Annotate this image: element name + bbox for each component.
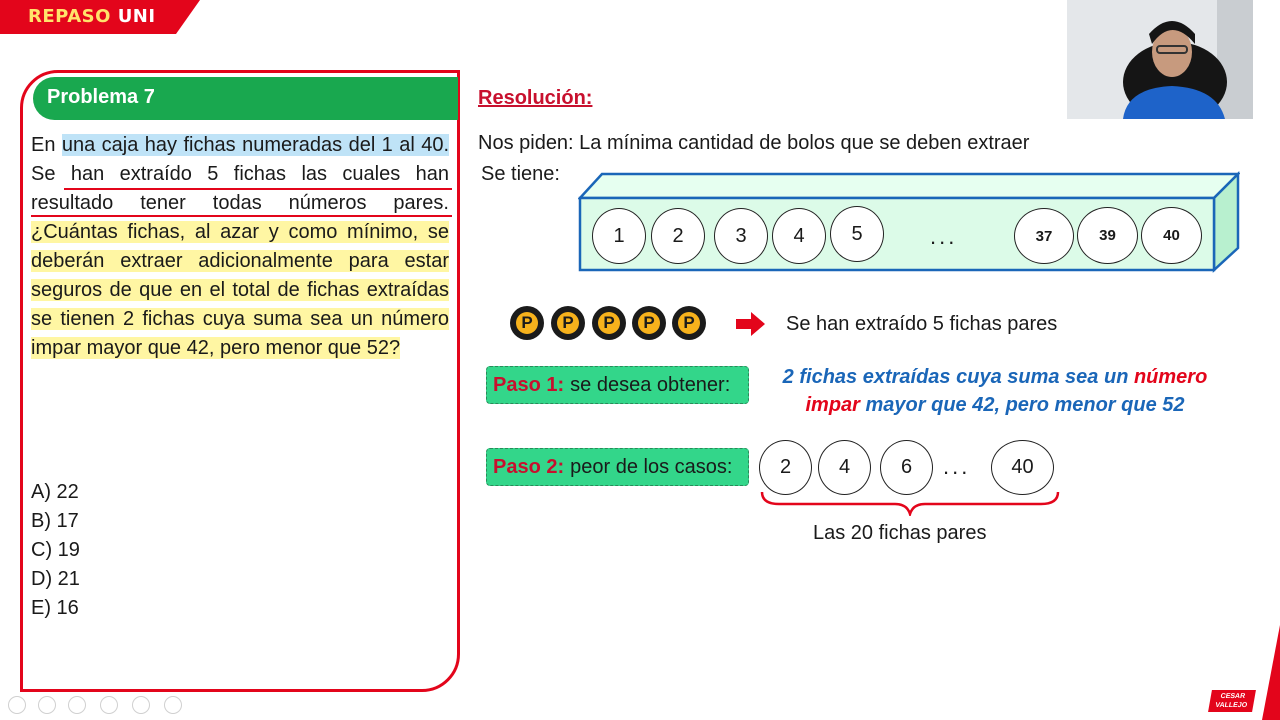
- problem-statement: [31, 131, 449, 363]
- box-ball-5: 5: [830, 206, 884, 262]
- p-coin-icon: [592, 306, 626, 340]
- brace-label: Las 20 fichas pares: [813, 522, 987, 544]
- banner-repaso: REPASO: [28, 6, 111, 27]
- paso-1-label: Paso 1:: [493, 373, 565, 396]
- worst-ball-6: 6: [880, 440, 933, 495]
- problem-title: Problema 7: [47, 86, 155, 108]
- box-ball-39: 39: [1077, 207, 1138, 264]
- p-coin-icon: [672, 306, 706, 340]
- paso-1-text: se desea obtener:: [570, 373, 731, 396]
- p-coin-letter: P: [678, 312, 700, 334]
- paso-2-label: Paso 2:: [493, 455, 565, 478]
- more-icon[interactable]: [164, 696, 182, 714]
- box-ball-2: 2: [651, 208, 705, 264]
- statement-part-1: En: [31, 134, 56, 156]
- option-e: E) 16: [31, 597, 79, 619]
- paso-2-text: peor de los casos:: [570, 455, 733, 478]
- goal-part-2: mayor que 42, pero menor que 52: [865, 394, 1185, 416]
- p-coin-icon: [510, 306, 544, 340]
- box-ball-4: 4: [772, 208, 826, 264]
- box-ball-37: 37: [1014, 208, 1074, 264]
- option-c: C) 19: [31, 539, 80, 561]
- option-b: B) 17: [31, 510, 79, 532]
- brace-icon: [759, 490, 1061, 516]
- box-ball-3: 3: [714, 208, 768, 264]
- worst-ellipsis: ...: [943, 454, 971, 479]
- resolution-title: Resolución:: [478, 87, 593, 109]
- p-coin-letter: P: [516, 312, 538, 334]
- statement-part-2: Se han extraído 5 fichas las cuales han resultado tener todas números pares.: [31, 163, 449, 214]
- banner-uni: UNI: [117, 6, 156, 27]
- presenter-image: [1067, 0, 1253, 119]
- se-tiene-label: Se tiene:: [481, 163, 560, 185]
- nos-piden-text: Nos piden: La mínima cantidad de bolos que se deben extraer: [478, 132, 1030, 154]
- p-coin-letter: P: [638, 312, 660, 334]
- p-coin-letter: P: [557, 312, 579, 334]
- zoom-icon[interactable]: [132, 696, 150, 714]
- worst-ball-4: 4: [818, 440, 871, 495]
- next-icon[interactable]: [38, 696, 56, 714]
- pen-icon[interactable]: [68, 696, 86, 714]
- p-coin-icon: [632, 306, 666, 340]
- corner-accent: [1262, 625, 1280, 720]
- worst-ball-2: 2: [759, 440, 812, 495]
- prev-icon[interactable]: [8, 696, 26, 714]
- options-list: [31, 478, 80, 623]
- cesar-vallejo-logo: [1208, 690, 1256, 712]
- goal-red-1: número: [1133, 366, 1208, 388]
- worst-ball-40: 40: [991, 440, 1054, 495]
- extracted-text: Se han extraído 5 fichas pares: [786, 313, 1058, 335]
- p-coin-icon: [551, 306, 585, 340]
- option-d: D) 21: [31, 568, 80, 590]
- option-a: A) 22: [31, 481, 79, 503]
- arrow-right-icon: [736, 312, 766, 336]
- statement-highlight-yellow: ¿Cuántas fichas, al azar y como mínimo, se deberán extraer adicionalmente para estar seguros de que en el total de fichas extraídas se tienen 2 fichas cuya suma sea un número impar mayor que 42, pero menor que 52?: [31, 221, 449, 359]
- box-ball-40: 40: [1141, 207, 1202, 264]
- goal-part-1: 2 fichas extraídas cuya suma sea un: [782, 366, 1129, 388]
- banner-title: [28, 6, 156, 27]
- underline-1: [64, 188, 452, 190]
- p-coin-letter: P: [598, 312, 620, 334]
- logo-line-2: VALLEJO: [1214, 702, 1248, 709]
- paso-1-box: [486, 366, 749, 404]
- slides-icon[interactable]: [100, 696, 118, 714]
- underline-2: [31, 215, 452, 217]
- paso-2-box: [486, 448, 749, 486]
- box-ellipsis: ...: [930, 224, 958, 249]
- statement-highlight-blue: una caja hay fichas numeradas del 1 al 40.: [61, 134, 449, 156]
- box-ball-1: 1: [592, 208, 646, 264]
- logo-line-1: CESAR: [1219, 693, 1246, 700]
- goal-red-2: impar: [805, 394, 860, 416]
- paso-1-goal: [760, 363, 1230, 419]
- webcam-feed: [1067, 0, 1253, 119]
